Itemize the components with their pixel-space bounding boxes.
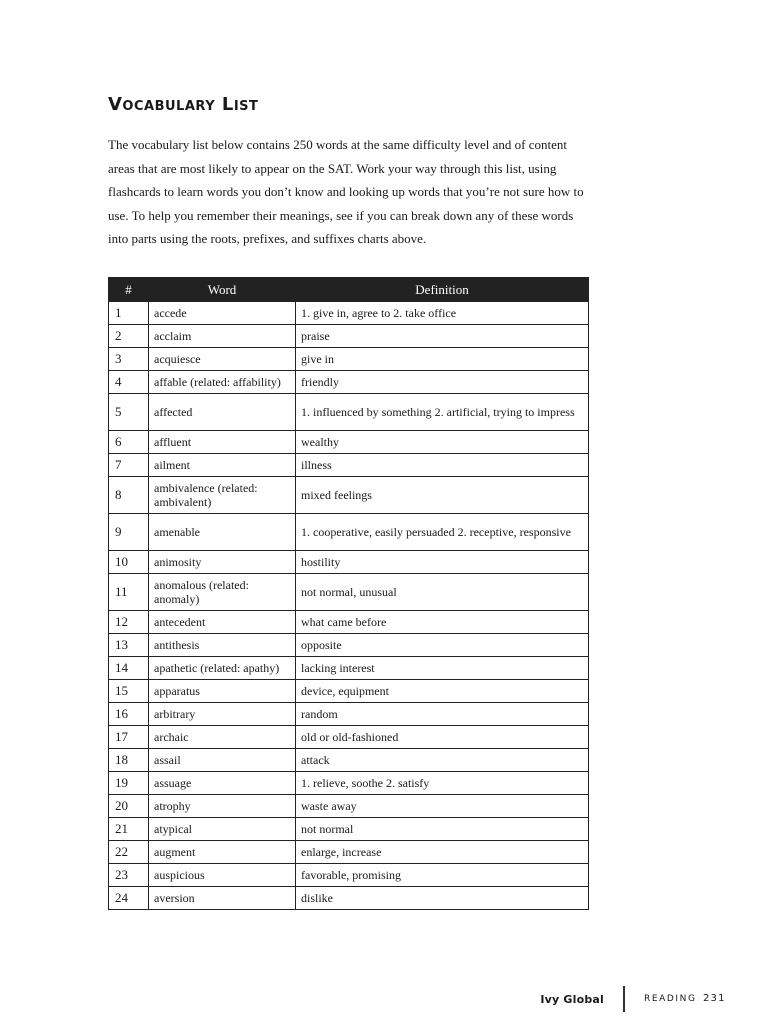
footer-divider xyxy=(623,986,625,1012)
table-row xyxy=(109,703,589,726)
row-word: antecedent xyxy=(149,611,296,634)
table-row xyxy=(109,680,589,703)
table-row xyxy=(109,772,589,795)
table-row xyxy=(109,887,589,910)
column-header-word: Word xyxy=(149,278,296,302)
row-definition: friendly xyxy=(296,371,589,394)
row-number: 24 xyxy=(109,887,149,910)
row-definition: what came before xyxy=(296,611,589,634)
row-word: archaic xyxy=(149,726,296,749)
row-word: atrophy xyxy=(149,795,296,818)
row-number: 1 xyxy=(109,302,149,325)
row-definition: 1. influenced by something 2. artificial, trying to impress xyxy=(296,394,589,431)
table-row xyxy=(109,371,589,394)
row-definition: 1. cooperative, easily persuaded 2. receptive, responsive xyxy=(296,514,589,551)
page-footer xyxy=(0,990,768,1014)
row-word: accede xyxy=(149,302,296,325)
column-header-number: # xyxy=(109,278,149,302)
row-definition: device, equipment xyxy=(296,680,589,703)
row-number: 21 xyxy=(109,818,149,841)
table-row xyxy=(109,325,589,348)
table-row xyxy=(109,726,589,749)
row-definition: give in xyxy=(296,348,589,371)
row-number: 23 xyxy=(109,864,149,887)
section-label: READING xyxy=(644,994,697,1004)
row-number: 15 xyxy=(109,680,149,703)
row-number: 9 xyxy=(109,514,149,551)
table-row xyxy=(109,574,589,611)
row-number: 12 xyxy=(109,611,149,634)
row-word: atypical xyxy=(149,818,296,841)
row-number: 19 xyxy=(109,772,149,795)
table-row xyxy=(109,302,589,325)
vocabulary-table xyxy=(108,277,589,910)
row-number: 18 xyxy=(109,749,149,772)
table-row xyxy=(109,431,589,454)
row-number: 10 xyxy=(109,551,149,574)
row-word: augment xyxy=(149,841,296,864)
row-definition: hostility xyxy=(296,551,589,574)
table-row xyxy=(109,841,589,864)
row-definition: favorable, promising xyxy=(296,864,589,887)
row-definition: lacking interest xyxy=(296,657,589,680)
publisher-logo: Ivy Global xyxy=(540,993,604,1006)
table-row xyxy=(109,795,589,818)
intro-paragraph: The vocabulary list below contains 250 words at the same difficulty level and of content areas that are most likely to appear on the SAT. Work your way through this list, using flashcards to learn words you don’t know and looking up words that you’re not sure how to use. To help you remember their meanings, see if you can break down any of these words into parts using the roots, prefixes, and suffixes charts above. xyxy=(108,137,584,246)
table-row xyxy=(109,657,589,680)
row-definition: 1. give in, agree to 2. take office xyxy=(296,302,589,325)
row-definition: mixed feelings xyxy=(296,477,589,514)
row-definition: opposite xyxy=(296,634,589,657)
row-definition: wealthy xyxy=(296,431,589,454)
row-number: 3 xyxy=(109,348,149,371)
row-word: antithesis xyxy=(149,634,296,657)
table-row xyxy=(109,348,589,371)
row-word: assuage xyxy=(149,772,296,795)
row-word: ailment xyxy=(149,454,296,477)
row-number: 5 xyxy=(109,394,149,431)
table-row xyxy=(109,514,589,551)
row-definition: not normal, unusual xyxy=(296,574,589,611)
row-number: 6 xyxy=(109,431,149,454)
table-row xyxy=(109,864,589,887)
row-definition: waste away xyxy=(296,795,589,818)
row-number: 11 xyxy=(109,574,149,611)
table-header-row xyxy=(109,278,589,302)
row-number: 4 xyxy=(109,371,149,394)
row-word: ambivalence (related: ambivalent) xyxy=(149,477,296,514)
row-number: 13 xyxy=(109,634,149,657)
row-word: affluent xyxy=(149,431,296,454)
row-word: affected xyxy=(149,394,296,431)
page-number: 231 xyxy=(703,993,726,1004)
table-row xyxy=(109,818,589,841)
row-definition: dislike xyxy=(296,887,589,910)
row-number: 20 xyxy=(109,795,149,818)
row-word: aversion xyxy=(149,887,296,910)
row-word: affable (related: affability) xyxy=(149,371,296,394)
page-title: Vocabulary List xyxy=(108,94,259,115)
row-number: 16 xyxy=(109,703,149,726)
table-row xyxy=(109,454,589,477)
table-row xyxy=(109,477,589,514)
row-number: 7 xyxy=(109,454,149,477)
row-definition: 1. relieve, soothe 2. satisfy xyxy=(296,772,589,795)
row-number: 17 xyxy=(109,726,149,749)
row-word: anomalous (related: anomaly) xyxy=(149,574,296,611)
row-number: 2 xyxy=(109,325,149,348)
row-word: arbitrary xyxy=(149,703,296,726)
row-number: 14 xyxy=(109,657,149,680)
row-word: acquiesce xyxy=(149,348,296,371)
row-number: 8 xyxy=(109,477,149,514)
row-definition: praise xyxy=(296,325,589,348)
column-header-definition: Definition xyxy=(296,278,589,302)
row-word: apathetic (related: apathy) xyxy=(149,657,296,680)
row-definition: not normal xyxy=(296,818,589,841)
row-word: amenable xyxy=(149,514,296,551)
row-definition: enlarge, increase xyxy=(296,841,589,864)
row-word: apparatus xyxy=(149,680,296,703)
row-definition: illness xyxy=(296,454,589,477)
row-word: auspicious xyxy=(149,864,296,887)
row-definition: random xyxy=(296,703,589,726)
table-row xyxy=(109,551,589,574)
table-row xyxy=(109,634,589,657)
row-word: assail xyxy=(149,749,296,772)
row-number: 22 xyxy=(109,841,149,864)
row-definition: old or old-fashioned xyxy=(296,726,589,749)
table-row xyxy=(109,749,589,772)
table-row xyxy=(109,611,589,634)
row-definition: attack xyxy=(296,749,589,772)
row-word: animosity xyxy=(149,551,296,574)
table-row xyxy=(109,394,589,431)
row-word: acclaim xyxy=(149,325,296,348)
